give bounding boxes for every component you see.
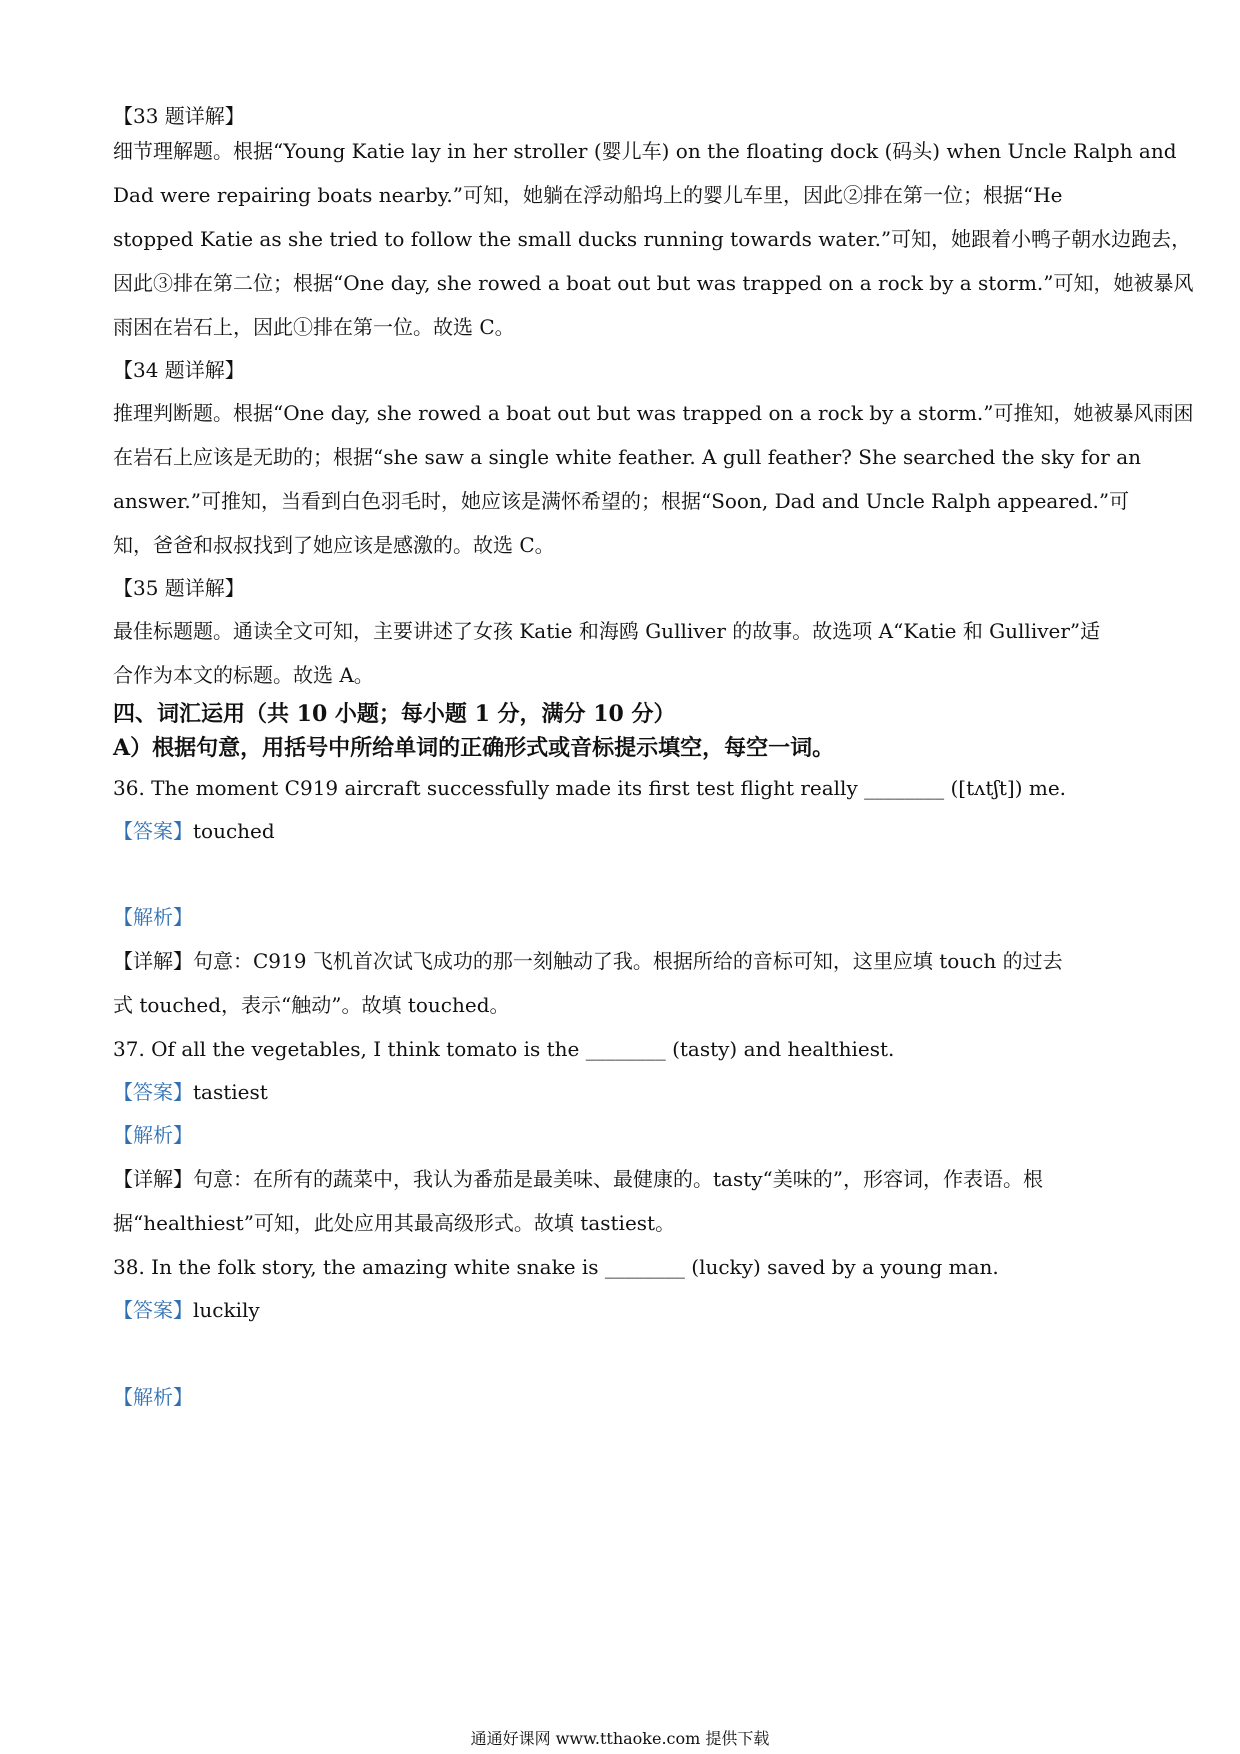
detail-text: 句意：在所有的蔬菜中，我认为番茄是最美味、最健康的。tasty“美味的”，形容词，作表语。根 [193,1167,1044,1191]
q34-line-3: answer.”可推知，当看到白色羽毛时，她应该是满怀希望的；根据“Soon, Dad and Uncle Ralph appeared.”可 [113,489,1130,513]
q34-line-1: 推理判断题。根据“One day, she rowed a boat out but was trapped on a rock by a storm.”可推知，她被暴风雨困 [113,401,1194,425]
q33-line-5: 雨困在岩石上，因此①排在第一位。故选 C。 [113,315,515,339]
section-title: 四、词汇运用（共 10 小题；每小题 1 分，满分 10 分） [113,701,676,727]
q35-line-2: 合作为本文的标题。故选 A。 [113,663,374,687]
section-subtitle: A）根据句意，用括号中所给单词的正确形式或音标提示填空，每空一词。 [113,735,835,761]
q38-analysis-label: 【解析】 [113,1385,193,1409]
page-footer: 通通好课网 www.tthaoke.com 提供下载 [470,1729,770,1748]
q34-line-2: 在岩石上应该是无助的；根据“she saw a single white feather. A gull feather? She searched the sky for an [113,445,1142,469]
q37-analysis-label: 【解析】 [113,1123,193,1147]
q36-answer [113,819,275,843]
q37-detail-2: 据“healthiest”可知，此处应用其最高级形式。故填 tastiest。 [113,1211,676,1235]
q33-line-4: 因此③排在第二位；根据“One day, she rowed a boat out but was trapped on a rock by a storm.”可知，她被暴风 [113,271,1194,295]
q36-detail-1 [113,949,1063,973]
q37-question: 37. Of all the vegetables, I think tomato is the ________ (tasty) and healthiest. [113,1037,895,1061]
q33-line-2: Dad were repairing boats nearby.”可知，她躺在浮动船坞上的婴儿车里，因此②排在第一位；根据“He [113,183,1063,207]
q34-heading: 【34 题详解】 [113,358,245,382]
q33-line-3: stopped Katie as she tried to follow the small ducks running towards water.”可知，她跟着小鸭子朝水边跑去， [113,227,1192,251]
q34-line-4: 知，爸爸和叔叔找到了她应该是感激的。故选 C。 [113,533,555,557]
answer-label: 【答案】 [113,1298,193,1322]
q38-answer [113,1298,260,1322]
answer-label: 【答案】 [113,819,193,843]
detail-text: 句意：C919 飞机首次试飞成功的那一刻触动了我。根据所给的音标可知，这里应填 touch 的过去 [193,949,1063,973]
answer-text: touched [193,819,275,843]
answer-text: tastiest [193,1080,268,1104]
q33-heading: 【33 题详解】 [113,104,245,128]
detail-label: 【详解】 [113,949,193,973]
answer-label: 【答案】 [113,1080,193,1104]
q36-detail-2: 式 touched，表示“触动”。故填 touched。 [113,993,510,1017]
q35-line-1: 最佳标题题。通读全文可知，主要讲述了女孩 Katie 和海鸥 Gulliver 的故事。故选项 A“Katie 和 Gulliver”适 [113,619,1101,643]
answer-text: luckily [193,1298,260,1322]
q37-answer [113,1080,268,1104]
q36-analysis-label: 【解析】 [113,905,193,929]
q36-question: 36. The moment C919 aircraft successfully made its first test flight really ________ ([tʌtʃt]) me. [113,776,1067,800]
q35-heading: 【35 题详解】 [113,576,245,600]
q37-detail-1 [113,1167,1043,1191]
q38-question: 38. In the folk story, the amazing white snake is ________ (lucky) saved by a young man. [113,1255,999,1279]
detail-label: 【详解】 [113,1167,193,1191]
q33-line-1: 细节理解题。根据“Young Katie lay in her stroller (婴儿车) on the floating dock (码头) when Uncle Ralph and [113,139,1177,163]
